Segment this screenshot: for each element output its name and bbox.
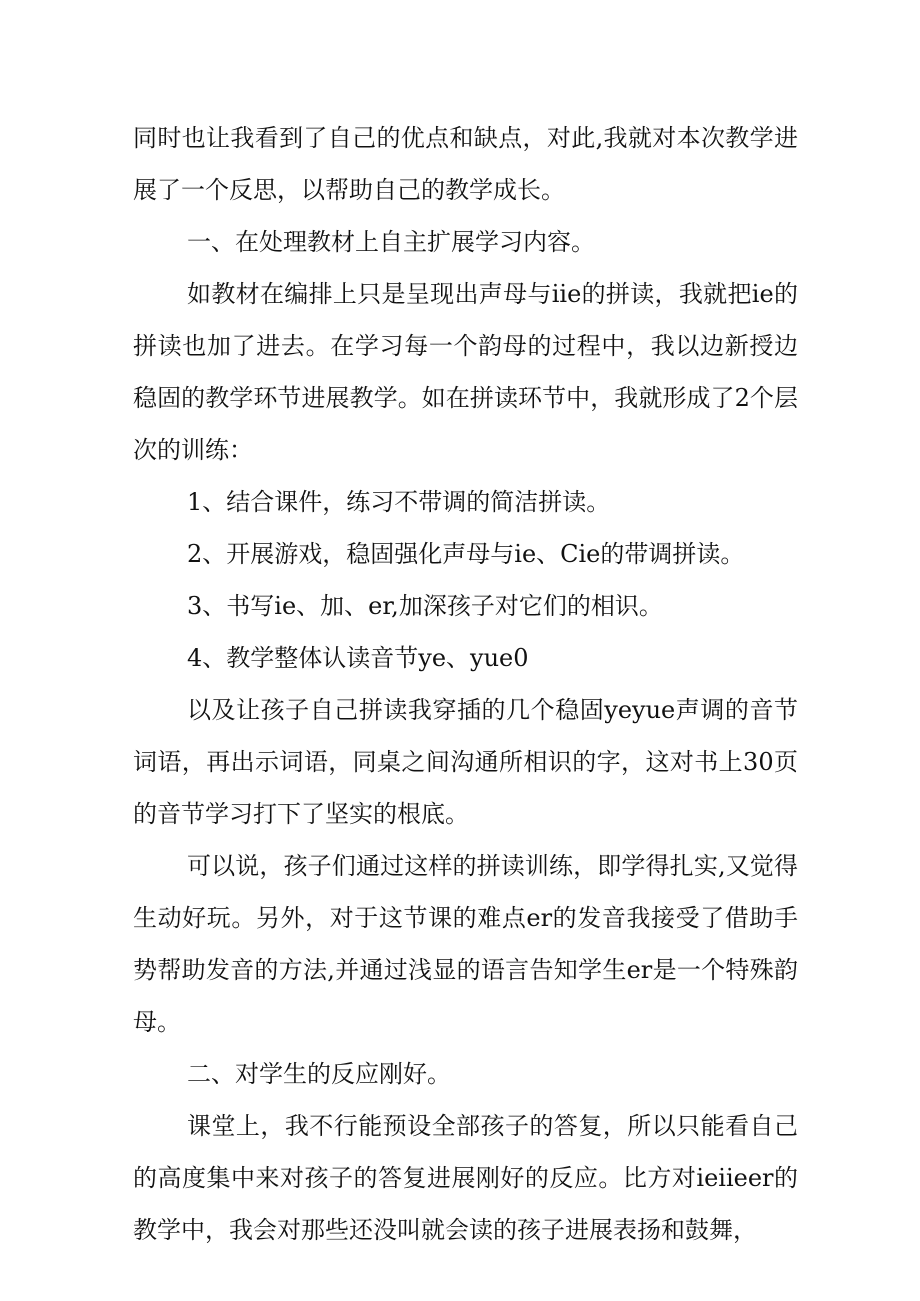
list-item-4: 4、教学整体认读音节ye、yue0 xyxy=(187,644,529,672)
paragraph-1: 同时也让我看到了自己的优点和缺点，对此,我就对本次教学进展了一个反思，以帮助自己的教学成长。 xyxy=(133,124,798,204)
paragraph-4: 可以说，孩子们通过这样的拼读训练，即学得扎实,又觉得生动好玩。另外，对于这节课的难点er的发音我接受了借助手势帮助发音的方法,并通过浅显的语言告知学生er是一个特殊韵母。 xyxy=(133,852,798,1036)
document-body xyxy=(133,112,798,1256)
paragraph-2: 如教材在编排上只是呈现出声母与iie的拼读，我就把ie的拼读也加了进去。在学习每一个韵母的过程中，我以边新授边稳固的教学环节进展教学。如在拼读环节中，我就形成了2个层次的训练： xyxy=(133,280,798,464)
list-item-2: 2、开展游戏，稳固强化声母与ie、Cie的带调拼读。 xyxy=(187,540,745,568)
section-heading-2: 二、对学生的反应刚好。 xyxy=(187,1060,451,1088)
paragraph-5: 课堂上，我不行能预设全部孩子的答复，所以只能看自己的高度集中来对孩子的答复进展刚好的反应。比方对ieiieer的教学中，我会对那些还没叫就会读的孩子进展表扬和鼓舞， xyxy=(133,1112,798,1244)
list-item-1: 1、结合课件，练习不带调的简洁拼读。 xyxy=(187,488,611,516)
paragraph-3: 以及让孩子自己拼读我穿插的几个稳固yeyue声调的音节词语，再出示词语，同桌之间沟通所相识的字，这对书上30页的音节学习打下了坚实的根底。 xyxy=(133,696,798,828)
list-item-3: 3、书写ie、加、er,加深孩子对它们的相识。 xyxy=(187,592,663,620)
section-heading-1: 一、在处理教材上自主扩展学习内容。 xyxy=(187,228,595,256)
